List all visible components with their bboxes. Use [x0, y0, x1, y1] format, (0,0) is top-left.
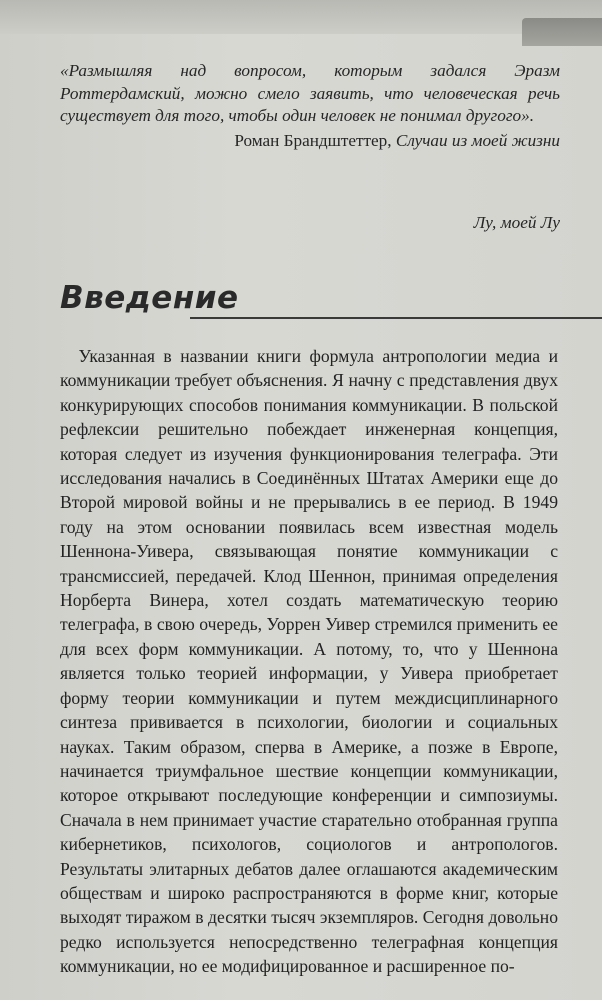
epigraph	[60, 60, 560, 152]
page-top-shadow	[0, 0, 602, 34]
page-edge-tab	[522, 18, 602, 46]
epigraph-attribution	[60, 130, 560, 153]
heading-rule	[190, 317, 602, 319]
epigraph-author: Роман Брандштеттер,	[234, 130, 392, 150]
epigraph-quote: «Размышляя над вопросом, которым задался Эразм Роттердамский, можно смело заявить, что человеческая речь существует для того, чтобы один человек не понимал другого».	[60, 61, 560, 125]
chapter-heading-row	[60, 280, 602, 330]
epigraph-work: Случаи из моей жизни	[395, 130, 560, 150]
dedication: Лу, моей Лу	[473, 213, 560, 232]
body-paragraph: Указанная в названии книги формула антропологии медиа и коммуникации требует объяснения. Я начну с представления двух конкурирующих способов понимания коммуникации. В польской рефлексии решительно побеждает инженерная концепция, которая следует из изучения функционирования телеграфа. Эти исследования начались в Соединённых Штатах Америки еще до Второй мировой войны и не прерывались в ее период. В 1949 году на этом основании появилась всем известная модель Шеннона-Уивера, связывающая понятие коммуникации с трансмиссией, передачей. Клод Шеннон, принимая определения Норберта Винера, хотел создать математическую теорию телеграфа, в свою очередь, Уоррен Уивер стремился применить ее для всех форм коммуникации. А потому, то, что у Шеннона является только теорией информации, у Уивера приобретает форму теории коммуникации и путем междисциплинарного синтеза прививается в психологии, биологии и социальных науках. Таким образом, сперва в Америке, а позже в Европе, начинается триумфальное шествие концепции коммуникации, которое открывают последующие конференции и симпозиумы. Сначала в нем принимает участие старательно отобранная группа кибернетиков, психологов, социологов и антропологов. Результаты элитарных дебатов далее оглашаются академическим обществам и широко распространяются в форме книг, которые выходят тиражом в десятки тысяч экземпляров. Сегодня довольно редко используется непосредственно телеграфная концепция коммуникации, но ее модифицированное и расширенное по-	[60, 346, 558, 977]
chapter-heading: Введение	[60, 280, 239, 316]
body-text	[60, 344, 558, 979]
